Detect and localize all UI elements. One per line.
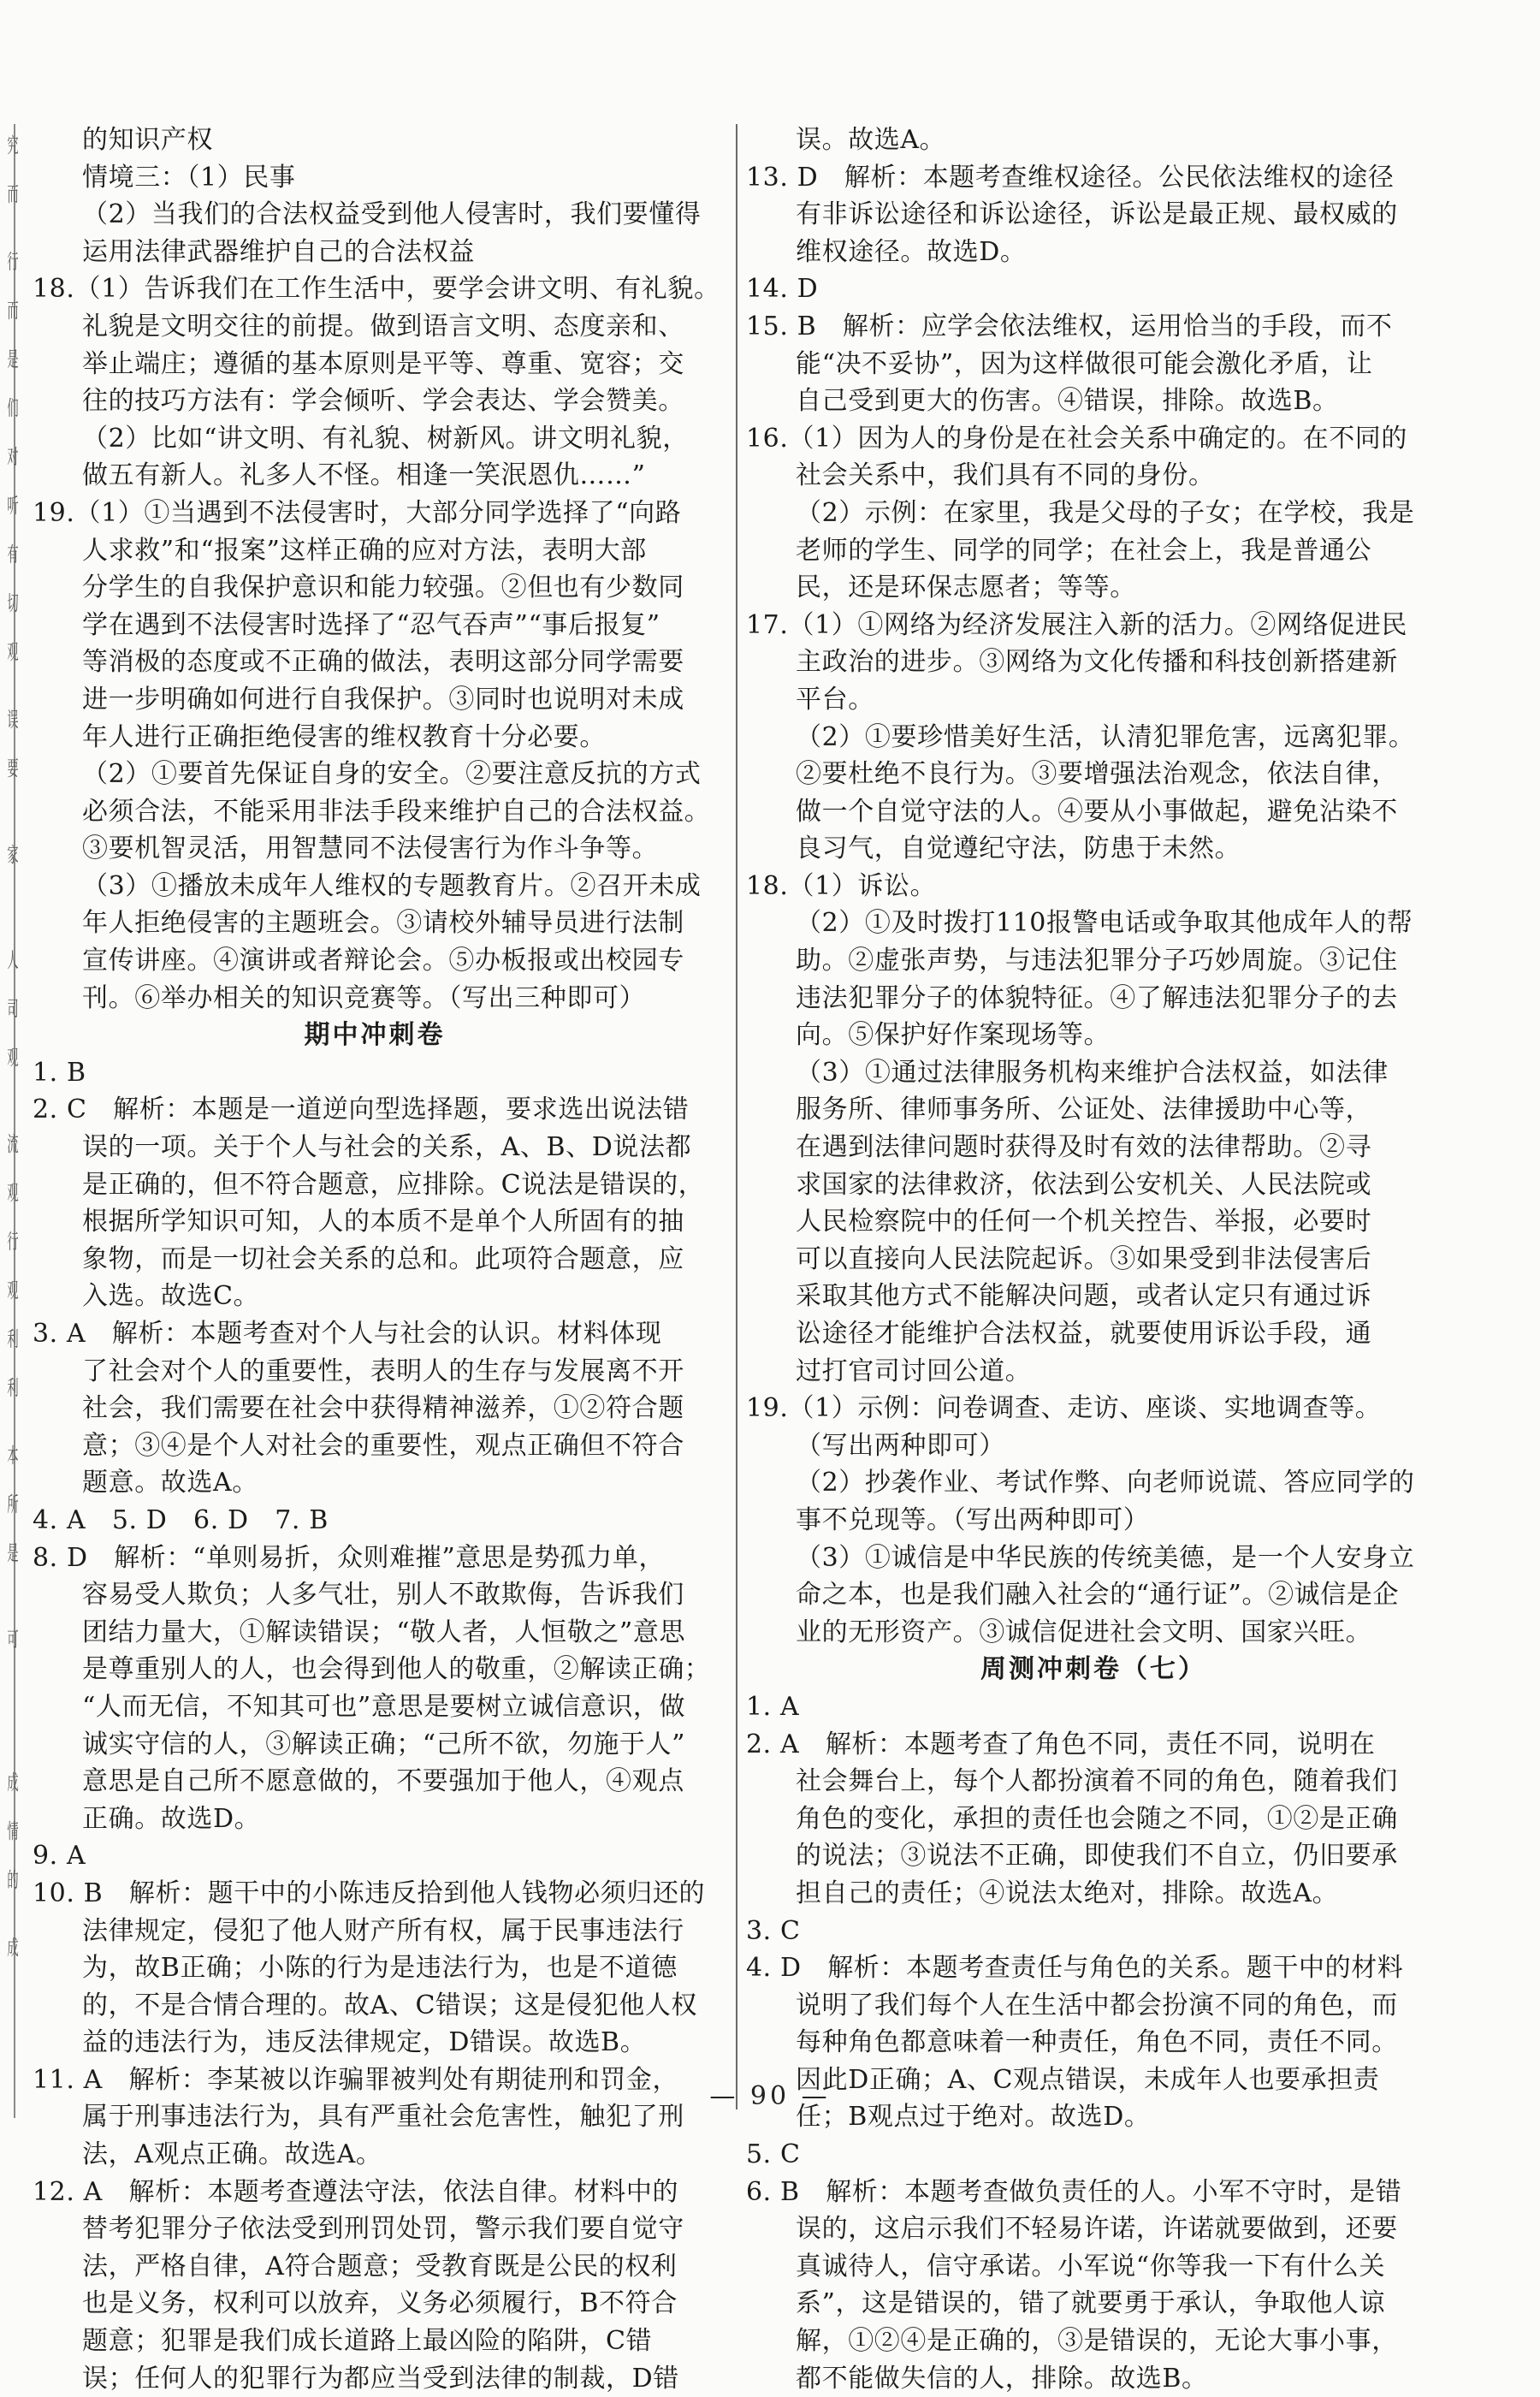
- answer-line: ②要杜绝不良行为。③要增强法治观念，依法自律，: [796, 759, 1398, 790]
- answer-line: 角色的变化，承担的责任也会随之不同，①②是正确: [796, 1803, 1398, 1834]
- margin-char: 的: [7, 1868, 19, 1892]
- answer-line: 法律规定，侵犯了他人财产所有权，属于民事违法行: [82, 1915, 684, 1946]
- answer-line: 题意；犯罪是我们成长道路上最凶险的陷阱，C错: [82, 2326, 653, 2357]
- answer-line: 进一步明确如何进行自我保护。③同时也说明对未成: [82, 684, 684, 715]
- answer-line: 的，不是合情合理的。故A、C错误；这是侵犯他人权: [82, 1990, 698, 2020]
- section-title: 周测冲刺卷（七）: [980, 1654, 1206, 1685]
- margin-char: 行: [7, 250, 19, 274]
- answer-line: 团结力量大，①解读错误；“敬人者，人恒敬之”意思: [82, 1617, 686, 1647]
- right-column: [746, 122, 1441, 2397]
- answer-line: 法，A观点正确。故选A。: [82, 2139, 382, 2170]
- cropped-margin-text: [0, 128, 26, 2028]
- answer-line: （3）①播放未成年人维权的专题教育片。②召开未成: [82, 870, 702, 901]
- answer-line: （写出两种即可）: [796, 1430, 1005, 1461]
- answer-line: 自己受到更大的伤害。④错误，排除。故选B。: [796, 386, 1339, 417]
- answer-line: 每种角色都意味着一种责任，角色不同，责任不同。: [796, 2027, 1398, 2058]
- answer-line: 维权途径。故选D。: [796, 236, 1027, 267]
- margin-char: 情: [7, 1819, 19, 1843]
- answer-line: 平台。: [796, 684, 874, 715]
- answer-line: 误。故选A。: [796, 125, 946, 155]
- margin-char: 观: [7, 1046, 19, 1070]
- answer-line: 举止端庄；遵循的基本原则是平等、尊重、宽容；交: [82, 348, 684, 379]
- margin-char: 要: [7, 756, 19, 780]
- answer-line: 讼途径才能维护合法权益，就要使用诉讼手段，通: [796, 1319, 1372, 1349]
- answer-line: 因此D正确；A、C观点错误，未成年人也要承担责: [796, 2064, 1380, 2095]
- answer-line: 19.（1）①当遇到不法侵害时，大部分同学选择了“向路: [33, 497, 682, 528]
- answer-line: 社会关系中，我们具有不同的身份。: [796, 460, 1215, 491]
- answer-line: 18.（1）诉讼。: [746, 870, 937, 901]
- margin-char: 所: [7, 1492, 19, 1516]
- answer-line: 都不能做失信的人，排除。故选B。: [796, 2363, 1208, 2394]
- page-number: — 90 —: [709, 2081, 831, 2111]
- margin-char: 人: [7, 948, 19, 972]
- answer-line: 年人拒绝侵害的主题班会。③请校外辅导员进行法制: [82, 908, 684, 939]
- answer-line: 过打官司讨回公道。: [796, 1356, 1032, 1386]
- answer-line: （2）①要首先保证自身的安全。②要注意反抗的方式: [82, 759, 702, 790]
- margin-char: 而: [7, 299, 19, 323]
- margin-char: 有: [7, 543, 19, 567]
- answer-line: 在遇到法律问题时获得及时有效的法律帮助。②寻: [796, 1132, 1372, 1163]
- margin-char: 们: [7, 396, 19, 420]
- answer-line: 入选。故选C。: [82, 1281, 260, 1312]
- answer-line: 16.（1）因为人的身份是在社会关系中确定的。在不同的: [746, 423, 1407, 454]
- answer-line: 人民检察院中的任何一个机关控告、举报，必要时: [796, 1207, 1372, 1237]
- answer-line: 系”，这是错误的，错了就要勇于承认，争取他人谅: [796, 2288, 1386, 2319]
- answer-line: 说明了我们每个人在生活中都会扮演不同的角色，而: [796, 1990, 1398, 2020]
- answer-line: 10. B 解析：题干中的小陈违反拾到他人钱物必须归还的: [33, 1878, 706, 1908]
- answer-line: 能“决不妥协”，因为这样做很可能会激化矛盾，让: [796, 348, 1373, 379]
- answer-line: 良习气，自觉遵纪守法，防患于未然。: [796, 834, 1241, 864]
- margin-char: 切: [7, 591, 19, 615]
- answer-line: 求国家的法律救济，依法到公安机关、人民法院或: [796, 1169, 1372, 1200]
- answer-line: 8. D 解析：“单则易折，众则难摧”意思是势孤力单，: [33, 1542, 666, 1573]
- answer-line: 1. A: [746, 1691, 800, 1722]
- answer-line: 解，①②④是正确的，③是错误的，无论大事小事，: [796, 2326, 1398, 2357]
- margin-char: 是: [7, 1541, 19, 1565]
- section-title: 期中冲刺卷: [304, 1020, 446, 1051]
- answer-line: 年人进行正确拒绝侵害的维权教育十分必要。: [82, 721, 606, 752]
- margin-char: 对: [7, 445, 19, 469]
- answer-line: 向。⑤保护好作案现场等。: [796, 1020, 1111, 1051]
- answer-line: 法，严格自律，A符合题意；受教育既是公民的权利: [82, 2251, 678, 2281]
- answer-line: 诚实守信的人，③解读正确；“己所不欲，勿施于人”: [82, 1729, 686, 1759]
- answer-line: 4. D 解析：本题考查责任与角色的关系。题干中的材料: [746, 1953, 1404, 1984]
- margin-char: 观: [7, 1279, 19, 1302]
- answer-line: （2）①要珍惜美好生活，认清犯罪危害，远离犯罪。: [796, 721, 1415, 752]
- answer-line: 社会，我们需要在社会中获得精神滋养，①②符合题: [82, 1393, 684, 1424]
- answer-line: 了社会对个人的重要性，表明人的生存与发展离不开: [82, 1356, 684, 1386]
- answer-line: 18.（1）告诉我们在工作生活中，要学会讲文明、有礼貌。: [33, 274, 720, 305]
- margin-char: 司: [7, 997, 19, 1021]
- answer-line: 13. D 解析：本题考查维权途径。公民依法维权的途径: [746, 162, 1395, 193]
- answer-line: （3）①诚信是中华民族的传统美德，是一个人安身立: [796, 1542, 1415, 1573]
- answer-line: 分学生的自我保护意识和能力较强。②但也有少数同: [82, 573, 684, 603]
- answer-line: 容易受人欺负；人多气壮，别人不敢欺侮，告诉我们: [82, 1580, 684, 1611]
- answer-line: “人而无信，不知其可也”意思是要树立诚信意识，做: [82, 1691, 686, 1722]
- answer-line: （2）①及时拨打110报警电话或争取其他成年人的帮: [796, 908, 1413, 939]
- answer-line: 14. D: [746, 274, 819, 305]
- margin-char: 流: [7, 1132, 19, 1156]
- answer-line: 象物，而是一切社会关系的总和。此项符合题意，应: [82, 1243, 684, 1274]
- margin-char: 观: [7, 1181, 19, 1205]
- answer-line: 的知识产权: [82, 125, 213, 155]
- margin-char: 观: [7, 640, 19, 664]
- answer-line: 误的，这启示我们不轻易许诺，许诺就要做到，还要: [796, 2214, 1398, 2245]
- margin-char: 本: [7, 1444, 19, 1468]
- answer-line: 1. B: [33, 1057, 86, 1088]
- answer-line: 必须合法，不能采用非法手段来维护自己的合法权益。: [82, 796, 711, 827]
- margin-char: 听: [7, 494, 19, 518]
- answer-line: （3）①通过法律服务机构来维护合法权益，如法律: [796, 1057, 1389, 1088]
- answer-line: 11. A 解析：李某被以诈骗罪被判处有期徒刑和罚金，: [33, 2064, 679, 2095]
- answer-line: 属于刑事违法行为，具有严重社会危害性，触犯了刑: [82, 2102, 684, 2133]
- answer-line: 情境三：（1）民事: [82, 162, 296, 193]
- answer-line: 事不兑现等。（写出两种即可）: [796, 1504, 1150, 1535]
- answer-line: （2）示例：在家里，我是父母的子女；在学校，我是: [796, 497, 1415, 528]
- answer-line: 误；任何人的犯罪行为都应当受到法律的制裁，D错: [82, 2363, 679, 2394]
- answer-line: 礼貌是文明交往的前提。做到语言文明、态度亲和、: [82, 311, 684, 341]
- answer-line: 服务所、律师事务所、公证处、法律援助中心等，: [796, 1095, 1372, 1125]
- margin-char: 行: [7, 1230, 19, 1254]
- margin-char: 成: [7, 1936, 19, 1960]
- answer-line: 命之本，也是我们融入社会的“通行证”。②诚信是企: [796, 1580, 1400, 1611]
- answer-line: 意；③④是个人对社会的重要性，观点正确但不符合: [82, 1430, 684, 1461]
- answer-line: 做五有新人。礼多人不怪。相逢一笑泯恩仇……”: [82, 460, 646, 491]
- answer-line: 益的违法行为，违反法律规定，D错误。故选B。: [82, 2027, 647, 2058]
- answer-line: 题意。故选A。: [82, 1468, 258, 1498]
- answer-line: （2）当我们的合法权益受到他人侵害时，我们要懂得: [82, 199, 702, 230]
- answer-line: 12. A 解析：本题考查遵法守法，依法自律。材料中的: [33, 2176, 679, 2207]
- answer-line: 刊。⑥举办相关的知识竞赛等。（写出三种即可）: [82, 982, 646, 1013]
- margin-char: 利: [7, 1327, 19, 1351]
- answer-line: 有非诉讼途径和诉讼途径，诉讼是最正规、最权威的: [796, 199, 1398, 230]
- answer-line: （2）比如“讲文明、有礼貌、树新风。讲文明礼貌，: [82, 423, 689, 454]
- answer-line: 4. A 5. D 6. D 7. B: [33, 1504, 329, 1535]
- answer-line: 是正确的，但不符合题意，应排除。C说法是错误的，: [82, 1169, 705, 1200]
- answer-line: 担自己的责任；④说法太绝对，排除。故选A。: [796, 1878, 1339, 1908]
- answer-line: 宣传讲座。④演讲或者辩论会。⑤办板报或出校园专: [82, 946, 684, 976]
- answer-line: 是尊重别人的人，也会得到他人的敬重，②解读正确；: [82, 1654, 711, 1685]
- answer-line: 可以直接向人民法院起诉。③如果受到非法侵害后: [796, 1243, 1372, 1274]
- margin-char: 可: [7, 1628, 19, 1652]
- answer-line: 主政治的进步。③网络为文化传播和科技创新搭建新: [796, 647, 1398, 678]
- answer-line: 替考犯罪分子依法受到刑罚处罚，警示我们要自觉守: [82, 2214, 684, 2245]
- answer-line: 也是义务，权利可以放弃，义务必须履行，B不符合: [82, 2288, 678, 2319]
- answer-line: 任；B观点过于绝对。故选D。: [796, 2102, 1151, 2133]
- answer-line: 根据所学知识可知，人的本质不是单个人所固有的抽: [82, 1207, 684, 1237]
- answer-line: 9. A: [33, 1841, 86, 1872]
- margin-char: 误: [7, 708, 19, 732]
- answer-line: 等消极的态度或不正确的做法，表明这部分同学需要: [82, 647, 684, 678]
- margin-char: 利: [7, 1376, 19, 1400]
- answer-line: 采取其他方式不能解决问题，或者认定只有通过诉: [796, 1281, 1372, 1312]
- answer-line: 民，还是环保志愿者；等等。: [796, 573, 1136, 603]
- answer-line: 2. A 解析：本题考查了角色不同，责任不同，说明在: [746, 1729, 1376, 1759]
- answer-line: 老师的学生、同学的同学；在社会上，我是普通公: [796, 535, 1372, 566]
- answer-line: 15. B 解析：应学会依法维权，运用恰当的手段，而不: [746, 311, 1393, 341]
- answer-line: 违法犯罪分子的体貌特征。④了解违法犯罪分子的去: [796, 982, 1398, 1013]
- answer-line: 6. B 解析：本题考查做负责任的人。小军不守时，是错: [746, 2176, 1402, 2207]
- answer-line: 3. C: [746, 1915, 801, 1946]
- column-divider: [736, 124, 737, 2109]
- answer-line: 为，故B正确；小陈的行为是违法行为，也是不道德: [82, 1953, 678, 1984]
- answer-line: 往的技巧方法有：学会倾听、学会表达、学会赞美。: [82, 386, 684, 417]
- answer-line: 误的一项。关于个人与社会的关系，A、B、D说法都: [82, 1132, 692, 1163]
- answer-line: 助。②虚张声势，与违法犯罪分子巧妙周旋。③记住: [796, 946, 1398, 976]
- answer-line: 的说法；③说法不正确，即使我们不自立，仍旧要承: [796, 1841, 1398, 1872]
- answer-line: 意思是自己所不愿意做的，不要强加于他人，④观点: [82, 1766, 684, 1797]
- answer-line: （2）抄袭作业、考试作弊、向老师说谎、答应同学的: [796, 1468, 1415, 1498]
- answer-line: 5. C: [746, 2139, 801, 2170]
- answer-line: 真诚待人，信守承诺。小军说“你等我一下有什么关: [796, 2251, 1386, 2281]
- margin-char: 是: [7, 347, 19, 371]
- left-column: [33, 122, 720, 2397]
- answer-line: 社会舞台上，每个人都扮演着不同的角色，随着我们: [796, 1766, 1398, 1797]
- answer-line: 2. C 解析：本题是一道逆向型选择题，要求选出说法错: [33, 1095, 690, 1125]
- answer-line: 19.（1）示例：问卷调查、走访、座谈、实地调查等。: [746, 1393, 1382, 1424]
- answer-line: 做一个自觉守法的人。④要从小事做起，避免沾染不: [796, 796, 1398, 827]
- margin-char: 而: [7, 182, 19, 206]
- answer-line: 人求救”和“报案”这样正确的应对方法，表明大部: [82, 535, 647, 566]
- answer-line: ③要机智灵活，用智慧同不法侵害行为作斗争等。: [82, 834, 659, 864]
- answer-line: 3. A 解析：本题考查对个人与社会的认识。材料体现: [33, 1319, 662, 1349]
- answer-line: 学在遇到不法侵害时选择了“忍气吞声”“事后报复”: [82, 609, 660, 640]
- margin-char: 家: [7, 843, 19, 867]
- answer-line: 正确。故选D。: [82, 1803, 261, 1834]
- margin-char: 成: [7, 1771, 19, 1795]
- answer-line: 运用法律武器维护自己的合法权益: [82, 236, 475, 267]
- margin-char: 究: [7, 133, 19, 157]
- answer-line: 业的无形资产。③诚信促进社会文明、国家兴旺。: [796, 1617, 1372, 1647]
- answer-line: 17.（1）①网络为经济发展注入新的活力。②网络促进民: [746, 609, 1407, 640]
